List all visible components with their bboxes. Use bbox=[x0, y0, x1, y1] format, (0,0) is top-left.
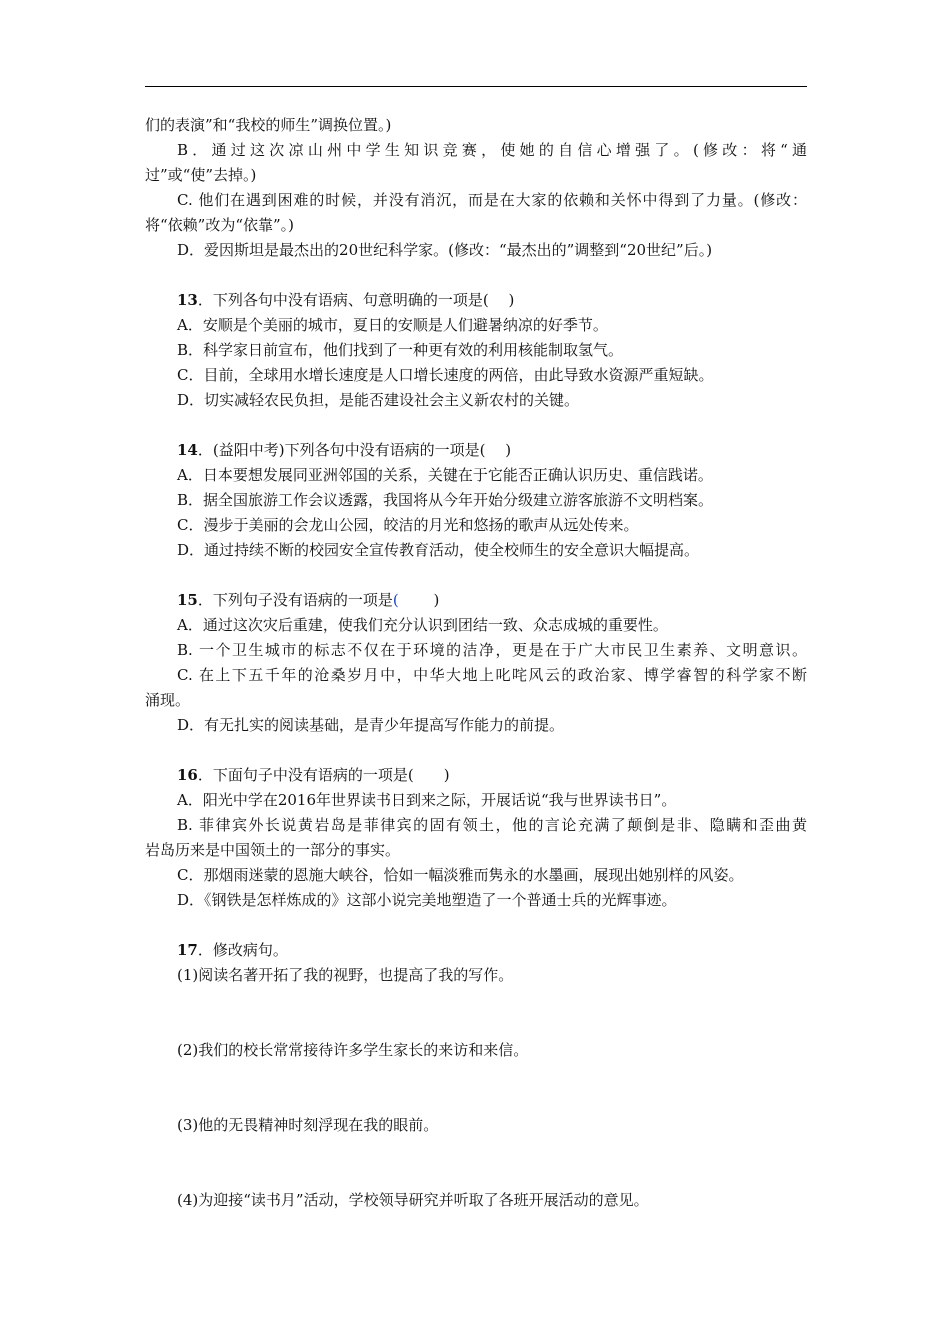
question-13-option-b: B．科学家日前宣布，他们找到了一种更有效的利用核能制取氢气。 bbox=[177, 341, 624, 359]
spacer bbox=[145, 413, 807, 438]
question-14-option-c: C．漫步于美丽的会龙山公园，皎洁的月光和悠扬的歌声从远处传来。 bbox=[177, 516, 639, 534]
question-16-stem bbox=[145, 763, 807, 788]
option-c-line-2: 将“依赖”改为“依靠”。) bbox=[145, 216, 295, 234]
question-16-option-a: A．阳光中学在2016年世界读书日到来之际，开展话说“我与世界读书日”。 bbox=[177, 791, 677, 809]
question-15-option-b: B. 一个卫生城市的标志不仅在于环境的洁净，更是在于广大市民卫生素养、文明意识。 bbox=[177, 641, 807, 659]
answer-space bbox=[145, 1138, 807, 1188]
question-14-option-d: D．通过持续不断的校园安全宣传教育活动，使全校师生的安全意识大幅提高。 bbox=[177, 541, 700, 559]
question-text: ．下面句子中没有语病的一项是( ) bbox=[197, 766, 450, 784]
question-13-stem bbox=[145, 288, 807, 313]
answer-paren-open: ( bbox=[392, 591, 399, 609]
question-text: ．下列句子没有语病的一项是 bbox=[197, 591, 393, 609]
question-text: ．(益阳中考)下列各句中没有语病的一项是( ) bbox=[197, 441, 512, 459]
question-17-stem bbox=[145, 938, 807, 963]
spacer bbox=[145, 913, 807, 938]
option-c-line-1: C. 他们在遇到困难的时候，并没有消沉，而是在大家的依赖和关怀中得到了力量。(修改： bbox=[177, 191, 807, 209]
document-page bbox=[145, 113, 807, 1213]
answer-space bbox=[145, 988, 807, 1038]
spacer bbox=[145, 738, 807, 763]
question-number: 13 bbox=[177, 291, 198, 309]
question-text: ．修改病句。 bbox=[197, 941, 288, 959]
question-14-option-a: A．日本要想发展同亚洲邻国的关系，关键在于它能否正确认识历史、重信践诺。 bbox=[177, 466, 713, 484]
question-15-option-c-line-2: 涌现。 bbox=[145, 691, 191, 709]
question-15-option-a: A．通过这次灾后重建，使我们充分认识到团结一致、众志成城的重要性。 bbox=[177, 616, 668, 634]
question-text: ．下列各句中没有语病、句意明确的一项是( ) bbox=[197, 291, 515, 309]
question-number: 15 bbox=[177, 591, 198, 609]
question-15-option-d: D．有无扎实的阅读基础，是青少年提高写作能力的前提。 bbox=[177, 716, 565, 734]
question-16-option-b-line-2: 岩岛历来是中国领土的一部分的事实。 bbox=[145, 841, 401, 859]
spacer bbox=[145, 563, 807, 588]
option-d-line: D．爱因斯坦是最杰出的20世纪科学家。(修改：“最杰出的”调整到“20世纪”后。) bbox=[177, 241, 713, 259]
question-17-item-1: (1)阅读名著开拓了我的视野，也提高了我的写作。 bbox=[177, 966, 514, 984]
question-14-stem bbox=[145, 438, 807, 463]
question-number: 17 bbox=[177, 941, 198, 959]
question-17-item-3: (3)他的无畏精神时刻浮现在我的眼前。 bbox=[177, 1116, 439, 1134]
question-number: 14 bbox=[177, 441, 198, 459]
answer-paren-close: ) bbox=[398, 591, 440, 609]
question-13-option-d: D．切实减轻农民负担，是能否建设社会主义新农村的关键。 bbox=[177, 391, 580, 409]
question-17-item-4: (4)为迎接“读书月”活动，学校领导研究并听取了各班开展活动的意见。 bbox=[177, 1191, 649, 1209]
option-b-line-2: 过”或“使”去掉。) bbox=[145, 166, 257, 184]
question-13-option-c: C．目前，全球用水增长速度是人口增长速度的两倍，由此导致水资源严重短缺。 bbox=[177, 366, 714, 384]
question-16-option-c: C．那烟雨迷蒙的恩施大峡谷，恰如一幅淡雅而隽永的水墨画，展现出她别样的风姿。 bbox=[177, 866, 744, 884]
question-13-option-a: A．安顺是个美丽的城市，夏日的安顺是人们避暑纳凉的好季节。 bbox=[177, 316, 608, 334]
question-17-item-2: (2)我们的校长常常接待许多学生家长的来访和来信。 bbox=[177, 1041, 529, 1059]
question-15-option-c-line-1: C. 在上下五千年的沧桑岁月中，中华大地上叱咤风云的政治家、博学睿智的科学家不断 bbox=[177, 666, 807, 684]
question-number: 16 bbox=[177, 766, 198, 784]
question-16-option-b-line-1: B. 菲律宾外长说黄岩岛是菲律宾的固有领土，他的言论充满了颠倒是非、隐瞒和歪曲黄 bbox=[177, 816, 807, 834]
answer-space bbox=[145, 1063, 807, 1113]
continued-answer-line: 们的表演”和“我校的师生”调换位置。) bbox=[145, 116, 392, 134]
spacer bbox=[145, 263, 807, 288]
question-14-option-b: B．据全国旅游工作会议透露，我国将从今年开始分级建立游客旅游不文明档案。 bbox=[177, 491, 714, 509]
option-b-line-1: B．通过这次凉山州中学生知识竞赛，使她的自信心增强了。(修改：将“通 bbox=[177, 141, 807, 159]
question-15-stem bbox=[145, 588, 807, 613]
header-rule bbox=[145, 86, 807, 87]
question-16-option-d: D．《钢铁是怎样炼成的》这部小说完美地塑造了一个普通士兵的光辉事迹。 bbox=[177, 891, 677, 909]
